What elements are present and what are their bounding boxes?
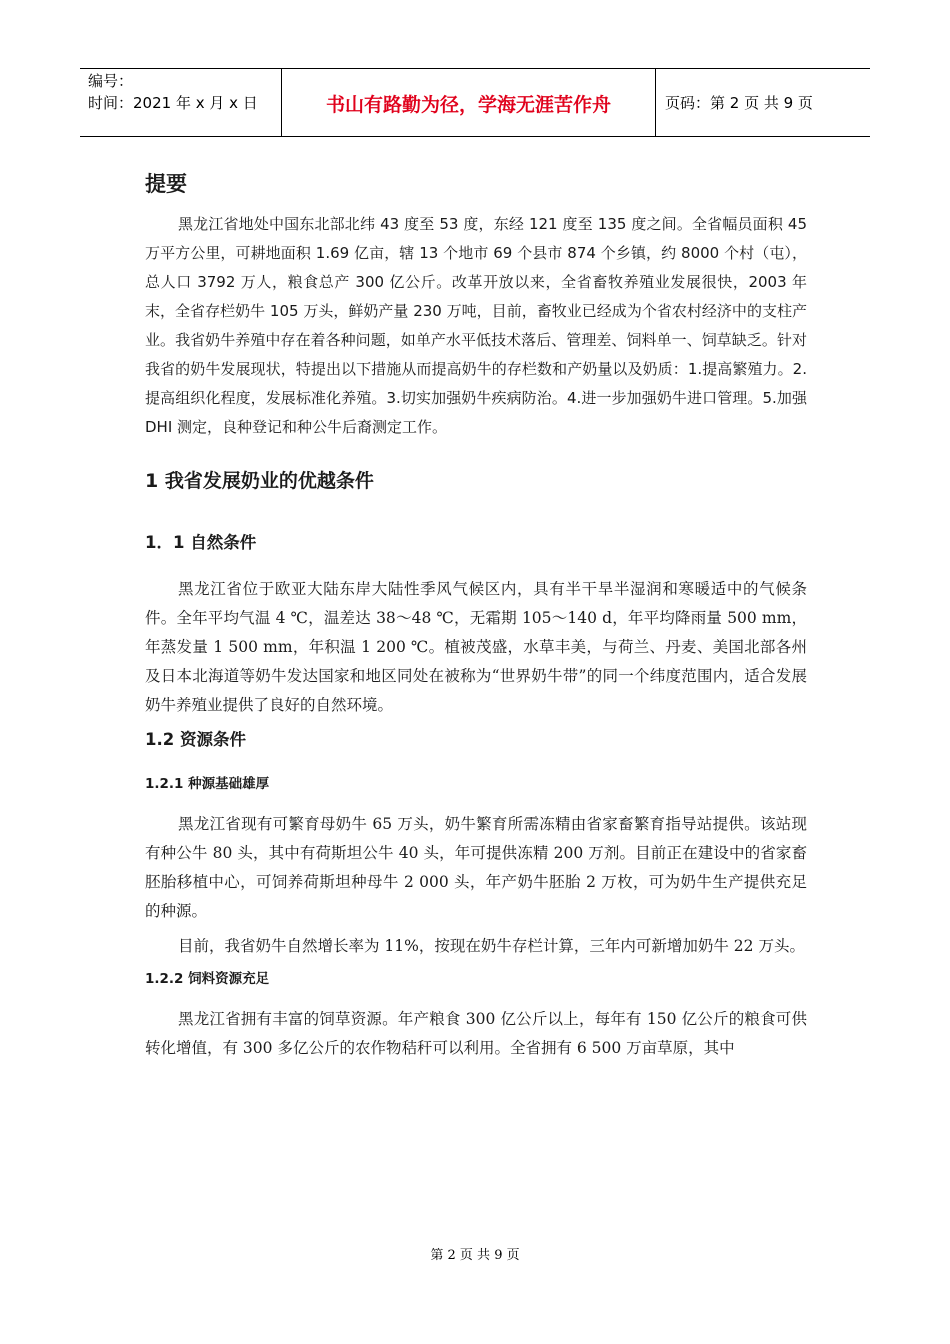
header-meta — [88, 70, 258, 114]
section-1-2-1-para-2: 目前，我省奶牛自然增长率为 11%，按现在奶牛存栏计算，三年内可新增加奶牛 22 万头。 — [178, 937, 805, 955]
header-divider-right — [655, 68, 656, 136]
header-bottom-rule — [80, 136, 870, 137]
section-1-2-2-title: 1.2.2 饲料资源充足 — [145, 971, 270, 987]
section-1-1-text: 黑龙江省位于欧亚大陆东岸大陆性季风气候区内，具有半干旱半湿润和寒暖适中的气候条件。全年平均气温 4 ℃，温差达 38～48 ℃，无霜期 105～140 d，年平均降雨量 500 mm，年蒸发量 1 500 mm，年积温 1 200 ℃。植被茂盛，水草丰美，与荷兰、丹麦、美国北部各州及日本北海道等奶牛发达国家和地区同处在被称为“世界奶牛带”的同一个纬度范围内，适合发展奶牛养殖业提供了良好的自然环境。 — [145, 580, 807, 714]
section-1-title: 1 我省发展奶业的优越条件 — [145, 470, 374, 492]
section-1-1-title: 1．1 自然条件 — [145, 533, 257, 552]
header-page-number: 页码：第 2 页 共 9 页 — [665, 94, 813, 112]
abstract-text: 黑龙江省地处中国东北部北纬 43 度至 53 度，东经 121 度至 135 度之间。全省幅员面积 45 万平方公里，可耕地面积 1.69 亿亩，辖 13 个地市 69 个县市 874 个乡镇，约 8000 个村（屯），总人口 3792 万人，粮食总产 300 亿公斤。改革开放以来，全省畜牧养殖业发展很快，2003 年末，全省存栏奶牛 105 万头，鲜奶产量 230 万吨，目前，畜牧业已经成为个省农村经济中的支柱产业。我省奶牛养殖中存在着各种问题，如单产水平低技术落后、管理差、饲料单一、饲草缺乏。针对我省的奶牛发展现状，特提出以下措施从而提高奶牛的存栏数和产奶量以及奶质：1.提高繁殖力。2.提高组织化程度，发展标准化养殖。3.切实加强奶牛疾病防治。4.进一步加强奶牛进口管理。5.加强 DHI 测定，良种登记和种公牛后裔测定工作。 — [145, 215, 807, 436]
header-top-rule — [80, 68, 870, 69]
section-1-2-2-para-1: 黑龙江省拥有丰富的饲草资源。年产粮食 300 亿公斤以上，每年有 150 亿公斤的粮食可供转化增值，有 300 多亿公斤的农作物秸秆可以利用。全省拥有 6 500 万亩草原，其中 — [145, 1010, 807, 1057]
abstract-title: 提要 — [145, 172, 187, 196]
footer-page-number: 第 2 页 共 9 页 — [430, 1248, 520, 1263]
section-1-2-title: 1.2 资源条件 — [145, 730, 246, 749]
document-body — [145, 168, 807, 1063]
section-1-2-1-title: 1.2.1 种源基础雄厚 — [145, 776, 270, 792]
section-1-2-1-para-1: 黑龙江省现有可繁育母奶牛 65 万头，奶牛繁育所需冻精由省家畜繁育指导站提供。该站现有种公牛 80 头，其中有荷斯坦公牛 40 头，年可提供冻精 200 万剂。目前正在建设中的省家畜胚胎移植中心，可饲养荷斯坦种母牛 2 000 头，年产奶牛胚胎 2 万枚，可为奶牛生产提供充足的种源。 — [145, 815, 807, 920]
header-number: 编号： — [88, 72, 134, 90]
header-date: 时间：2021 年 x 月 x 日 — [88, 94, 258, 112]
header-motto: 书山有路勤为径，学海无涯苦作舟 — [325, 94, 611, 116]
